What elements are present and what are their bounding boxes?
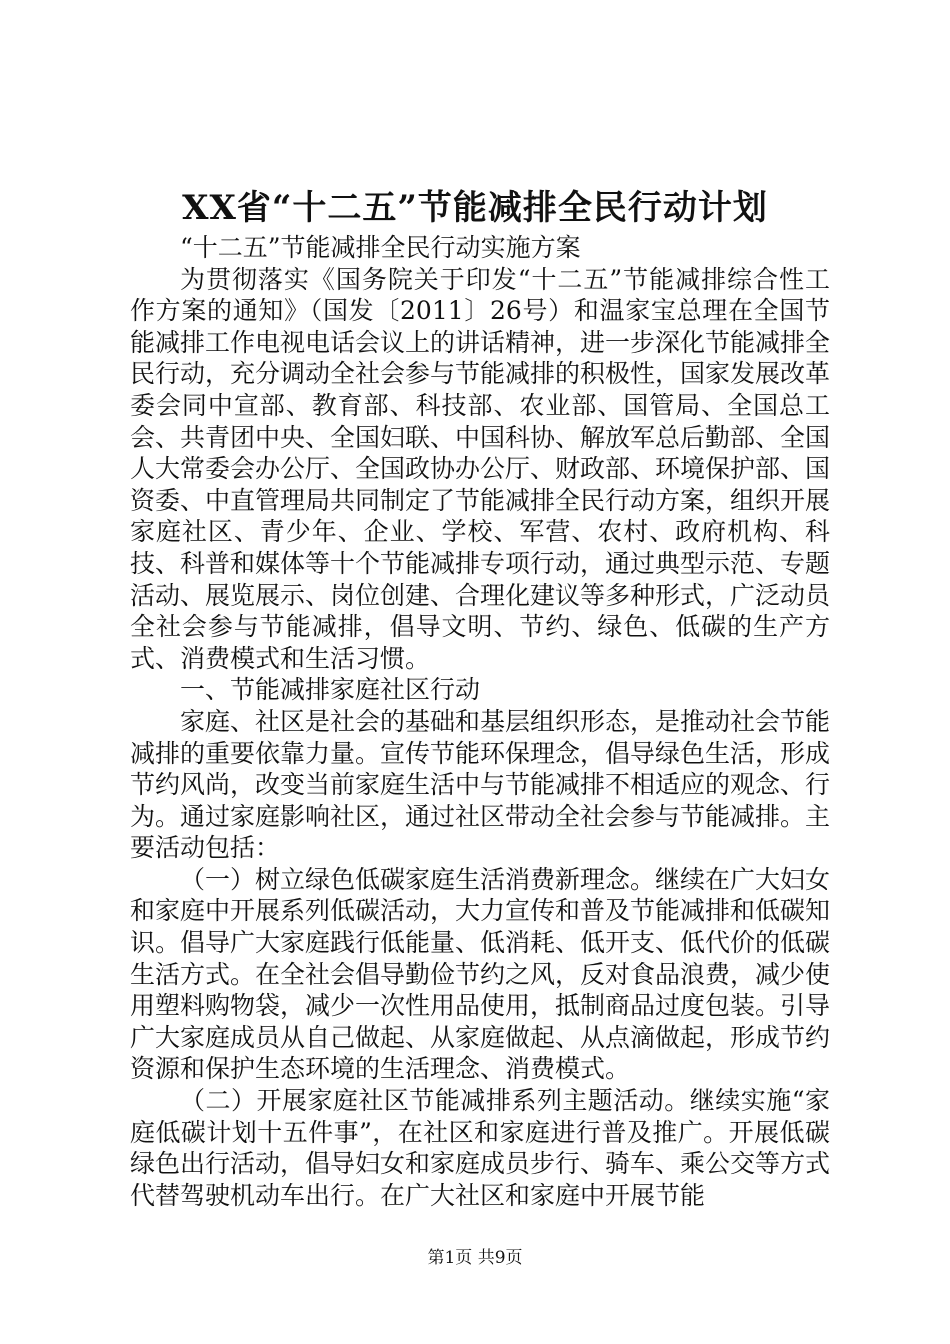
section-heading: 一、节能减排家庭社区行动: [180, 675, 481, 705]
section-paragraph: 家庭、社区是社会的基础和基层组织形态，是推动社会节能减排的重要依靠力量。宣传节能环保理念，倡导绿色生活，形成节约风尚，改变当前家庭生活中与节能减排不相适应的观念、行为。通过家庭影响社区，通过社区带动全社会参与节能减排。主要活动包括：: [130, 706, 831, 863]
page-footer: 第1页 共9页: [427, 1248, 523, 1268]
plan-subtitle: “十二五”节能减排全民行动实施方案: [180, 233, 581, 262]
intro-paragraph: 为贯彻落实《国务院关于印发“十二五”节能减排综合性工作方案的通知》（国发〔2011〕26号）和温家宝总理在全国节能减排工作电视电话会议上的讲话精神，进一步深化节能减排全民行动，充分调动全社会参与节能减排的积极性，国家发展改革委会同中宣部、教育部、科技部、农业部、国管局、全国总工会、共青团中央、全国妇联、中国科协、解放军总后勤部、全国人大常委会办公厅、全国政协办公厅、财政部、环境保护部、国资委、中直管理局共同制定了节能减排全民行动方案，组织开展家庭社区、青少年、企业、学校、军营、农村、政府机构、科技、科普和媒体等十个节能减排专项行动，通过典型示范、专题活动、展览展示、岗位创建、合理化建议等多种形式，广泛动员全社会参与节能减排，倡导文明、节约、绿色、低碳的生产方式、消费模式和生活习惯。: [130, 264, 831, 673]
item-one-paragraph: （一）树立绿色低碳家庭生活消费新理念。继续在广大妇女和家庭中开展系列低碳活动，大力宣传和普及节能减排和低碳知识。倡导广大家庭践行低能量、低消耗、低开支、低代价的低碳生活方式。在全社会倡导勤俭节约之风，反对食品浪费，减少使用塑料购物袋，减少一次性用品使用，抵制商品过度包装。引导广大家庭成员从自己做起、从家庭做起、从点滴做起，形成节约资源和保护生态环境的生活理念、消费模式。: [130, 864, 831, 1084]
document-body: [130, 232, 830, 1211]
document-title: XX省“十二五”节能减排全民行动计划: [182, 188, 768, 228]
item-two-paragraph: （二）开展家庭社区节能减排系列主题活动。继续实施“家庭低碳计划十五件事”，在社区和家庭进行普及推广。开展低碳绿色出行活动，倡导妇女和家庭成员步行、骑车、乘公交等方式代替驾驶机动车出行。在广大社区和家庭中开展节能: [130, 1086, 831, 1210]
